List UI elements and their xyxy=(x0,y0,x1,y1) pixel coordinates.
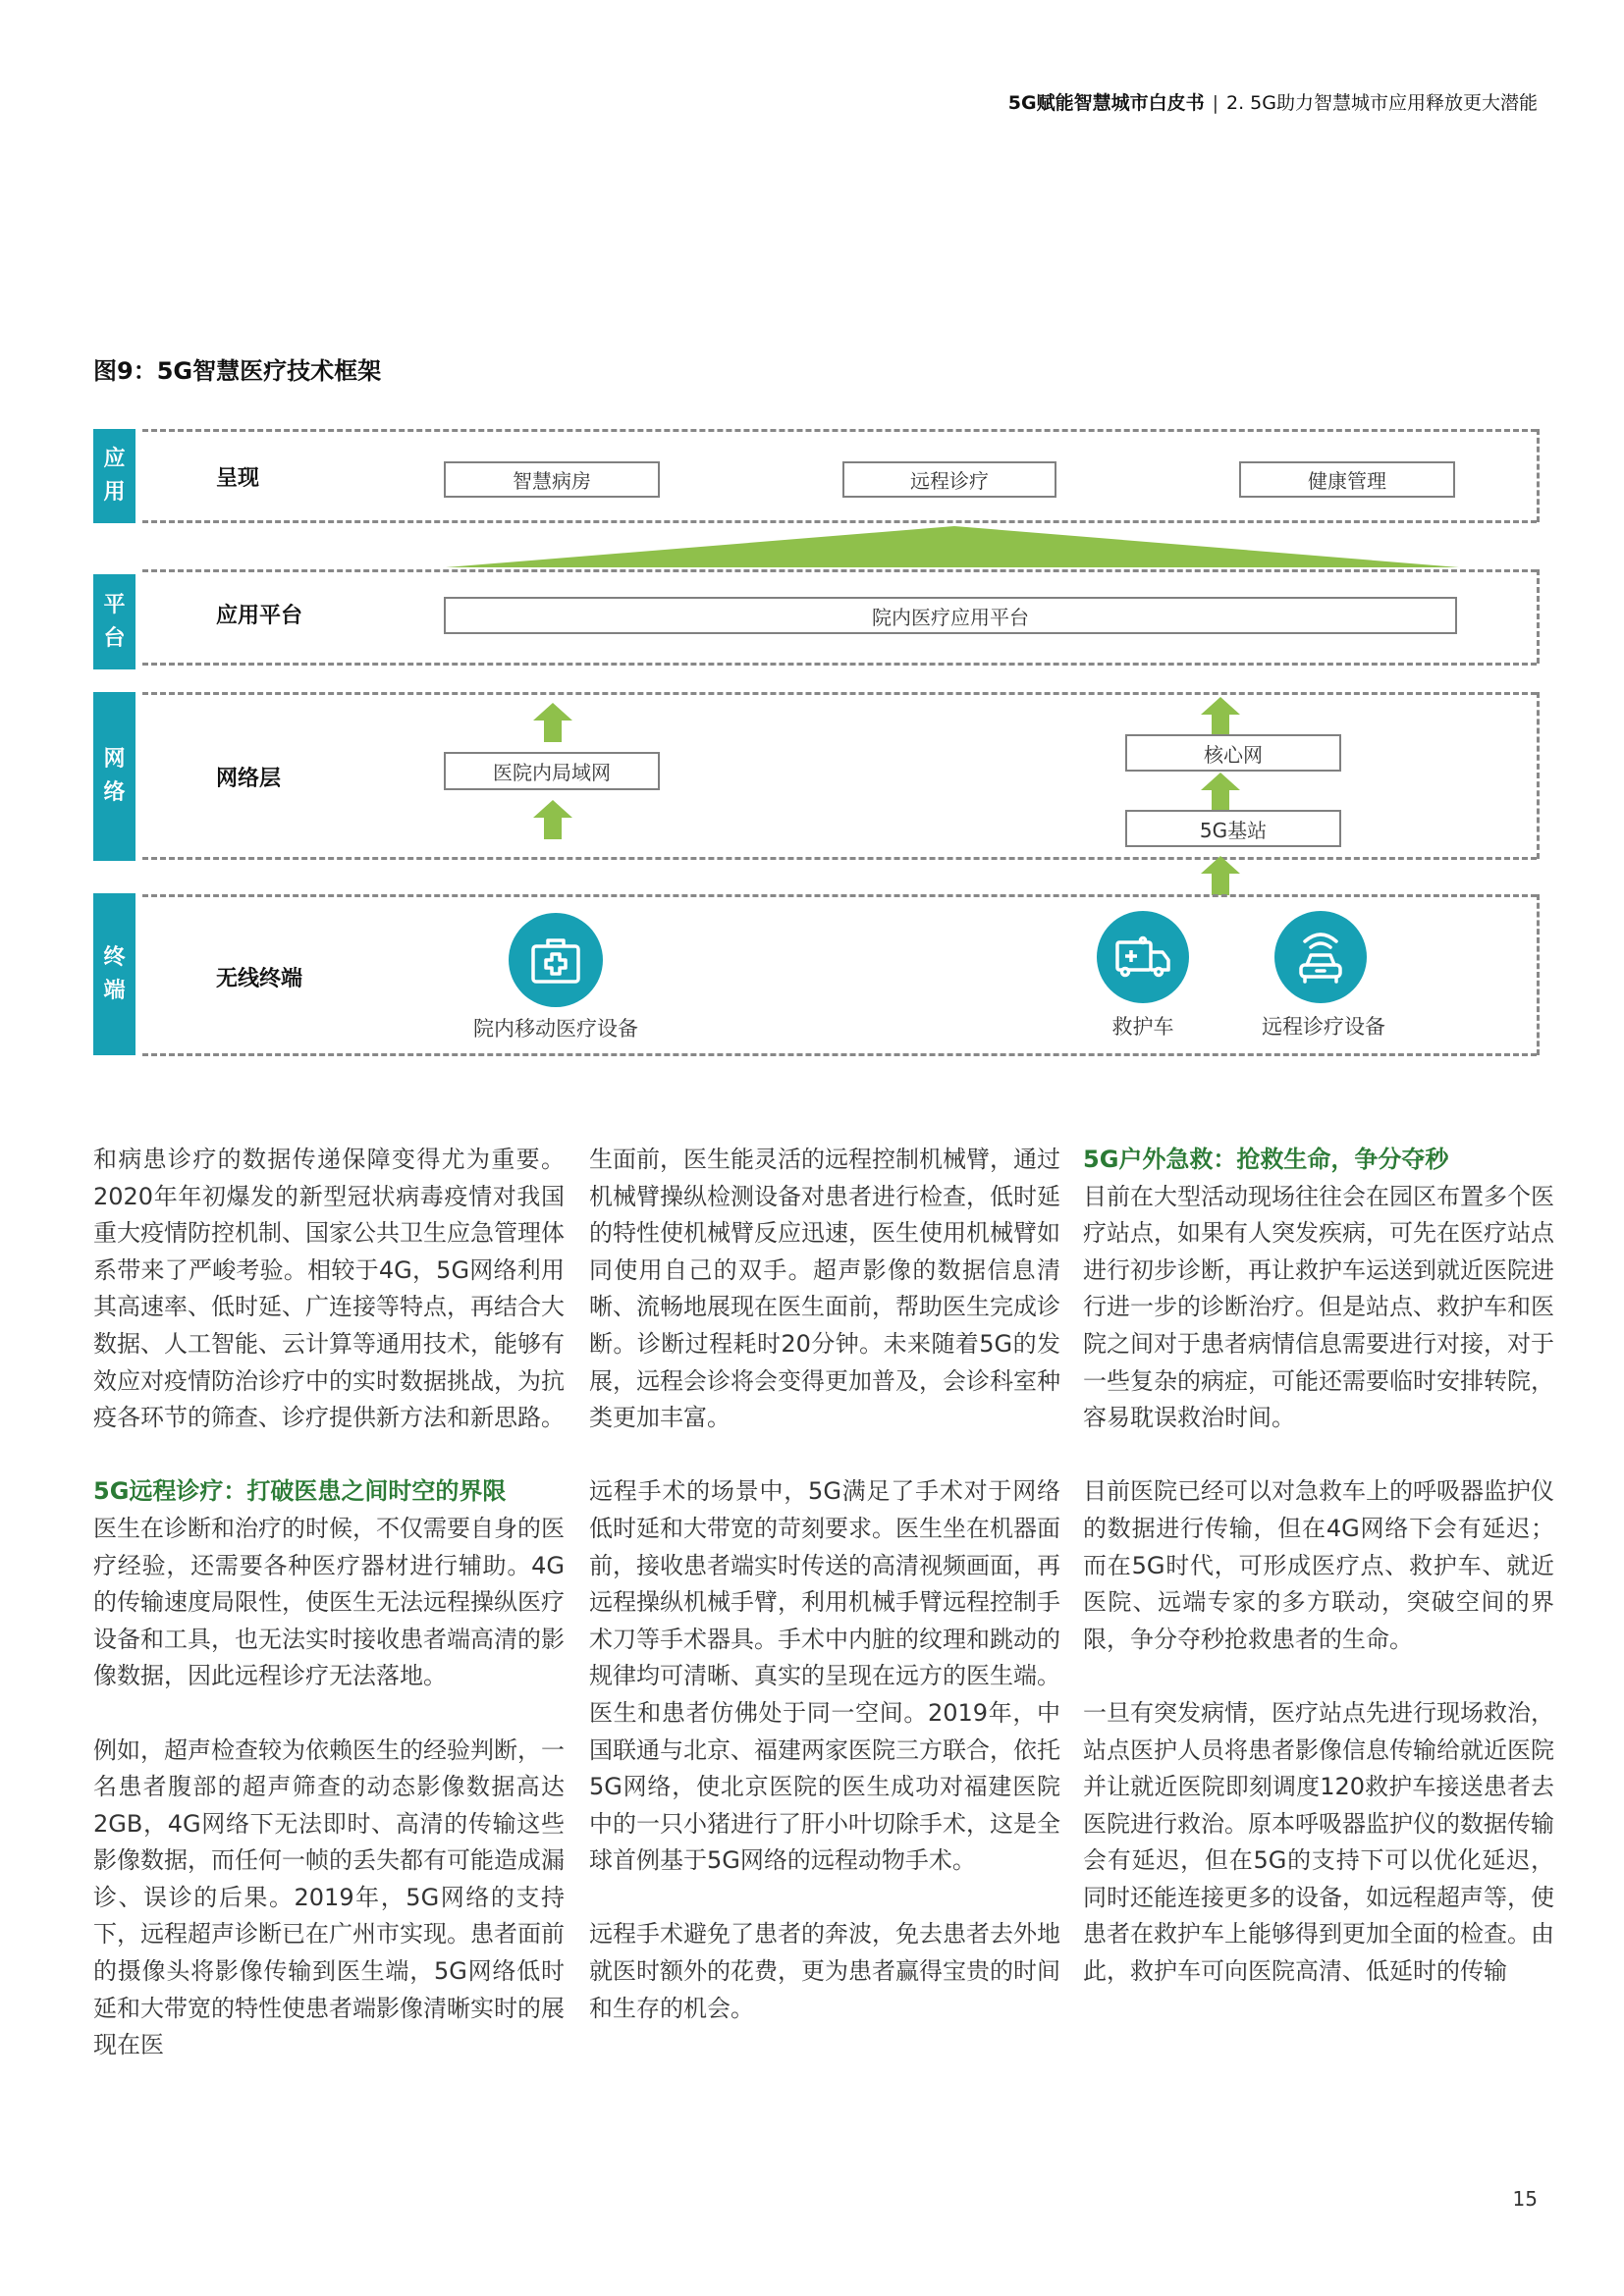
figure-title: 图9：5G智慧医疗技术框架 xyxy=(93,357,382,385)
network-box-5g-base-station: 5G基站 xyxy=(1125,810,1341,847)
layer-tab-network xyxy=(93,692,135,861)
paragraph: 远程手术避免了患者的奔波，免去患者去外地就医时额外的花费，更为患者赢得宝贵的时间和生存的机会。 xyxy=(589,1920,1060,2022)
dashed-border-bottom xyxy=(142,1053,1537,1056)
text-column-2 xyxy=(589,1142,1060,2064)
layer-tab-platform xyxy=(93,574,135,669)
ambulance-icon xyxy=(1097,911,1189,1003)
dashed-border-top xyxy=(142,569,1537,572)
dashed-border-top xyxy=(142,692,1537,695)
dashed-border-right xyxy=(1537,692,1540,859)
up-arrow-icon xyxy=(1201,773,1240,812)
paragraph: 生面前，医生能灵活的远程控制机械臂，通过机械臂操纵检测设备对患者进行检查，低时延的特性使机械臂反应迅速，医生使用机械臂如同使用自己的双手。超声影像的数据信息清晰、流畅地展现在医生面前，帮助医生完成诊断。诊断过程耗时20分钟。未来随着5G的发展，远程会诊将会变得更加普及，会诊科室种类更加丰富。 xyxy=(589,1146,1060,1432)
paragraph: 例如，超声检查较为依赖医生的经验判断，一名患者腹部的超声筛查的动态影像数据高达2GB，4G网络下无法即时、高清的传输这些影像数据，而任何一帧的丢失都有可能造成漏诊、误诊的后果。2019年，5G网络的支持下，远程超声诊断已在广州市实现。患者面前的摄像头将影像传输到医生端，5G网络低时延和大带宽的特性使患者端影像清晰实时的展现在医 xyxy=(93,1735,565,2059)
app-box-remote-diagnosis: 远程诊疗 xyxy=(842,461,1056,498)
up-arrow-icon xyxy=(533,703,572,742)
dashed-border-bottom xyxy=(142,520,1537,523)
section-heading-outdoor-emergency: 5G户外急救：抢救生命，争分夺秒 xyxy=(1083,1146,1449,1173)
dashed-border-top xyxy=(142,429,1537,432)
header-separator: | xyxy=(1212,92,1219,114)
layer-label-presentation: 呈现 xyxy=(216,466,260,491)
layer-label-network: 网络层 xyxy=(216,767,282,791)
layer-label-wireless-terminal: 无线终端 xyxy=(216,967,303,991)
dashed-border-right xyxy=(1537,429,1540,522)
up-arrow-icon xyxy=(1201,856,1240,895)
layer-label-app-platform: 应用平台 xyxy=(216,604,303,628)
dashed-border-right xyxy=(1537,894,1540,1055)
dashed-border-bottom xyxy=(142,663,1537,666)
paragraph: 一旦有突发病情，医疗站点先进行现场救治，站点医护人员将患者影像信息传输给就近医院并让就近医院即刻调度120救护车接送患者去医院进行救治。原本呼吸器监护仪的数据传输会有延迟，但在5G的支持下可以优化延迟，同时还能连接更多的设备，如远程超声等，使患者在救护车上能够得到更加全面的检查。由此，救护车可向医院高清、低延时的传输 xyxy=(1083,1698,1554,1986)
paragraph: 目前在大型活动现场往往会在园区布置多个医疗站点，如果有人突发疾病，可先在医疗站点进行初步诊断，再让救护车运送到就近医院进行进一步的诊断治疗。但是站点、救护车和医院之间对于患者病情信息需要进行对接，对于一些复杂的病症，可能还需要临时安排转院，容易耽误救治时间。 xyxy=(1083,1182,1554,1432)
network-box-core-network: 核心网 xyxy=(1125,734,1341,772)
layer-tab-application xyxy=(93,429,135,523)
tab-char: 端 xyxy=(103,978,126,1003)
tab-char: 台 xyxy=(103,625,126,651)
platform-support-triangle xyxy=(442,524,1463,569)
section-heading-remote-diagnosis: 5G远程诊疗：打破医患之间时空的界限 xyxy=(93,1477,507,1506)
page-number: 15 xyxy=(1512,2187,1538,2211)
up-arrow-icon xyxy=(1201,697,1240,736)
tab-char: 络 xyxy=(103,780,126,805)
tab-char: 平 xyxy=(103,592,126,617)
tab-char: 用 xyxy=(103,480,126,505)
paragraph: 目前医院已经可以对急救车上的呼吸器监护仪的数据进行传输，但在4G网络下会有延迟；而在5G时代，可形成医疗点、救护车、就近医院、远端专家的多方联动，突破空间的界限，争分夺秒抢救患者的生命。 xyxy=(1083,1477,1554,1653)
network-box-hospital-lan: 医院内局域网 xyxy=(444,752,660,790)
document-title: 5G赋能智慧城市白皮书 xyxy=(1007,92,1205,114)
device-label: 救护车 xyxy=(1111,1015,1174,1039)
platform-box-hospital-app-platform: 院内医疗应用平台 xyxy=(444,597,1457,634)
text-column-1 xyxy=(93,1142,565,2101)
medical-framework-diagram xyxy=(0,0,1624,1080)
dashed-border-bottom xyxy=(142,857,1537,860)
paragraph: 远程手术的场景中，5G满足了手术对于网络低时延和大带宽的苛刻要求。医生坐在机器面前，接收患者端实时传送的高清视频画面，再远程操纵机械手臂，利用机械手臂远程控制手术刀等手术器具。手术中内脏的纹理和跳动的规律均可清晰、真实的呈现在远方的医生端。医生和患者仿佛处于同一空间。2019年，中国联通与北京、福建两家医院三方联合，依托5G网络，使北京医院的医生成功对福建医院中的一只小猪进行了肝小叶切除手术，这是全球首例基于5G网络的远程动物手术。 xyxy=(589,1477,1060,1875)
section-title: 2. 5G助力智慧城市应用释放更大潜能 xyxy=(1226,92,1538,114)
app-box-smart-ward: 智慧病房 xyxy=(444,461,660,498)
tab-char: 网 xyxy=(103,747,126,772)
device-label: 院内移动医疗设备 xyxy=(473,1017,638,1041)
tab-char: 应 xyxy=(103,447,126,471)
device-label: 远程诊疗设备 xyxy=(1262,1015,1385,1039)
paragraph: 医生在诊断和治疗的时候，不仅需要自身的医疗经验，还需要各种医疗器材进行辅助。4G的传输速度局限性，使医生无法远程操纵医疗设备和工具，也无法实时接收患者端高清的影像数据，因此远程诊疗无法落地。 xyxy=(93,1514,565,1690)
dashed-border-right xyxy=(1537,569,1540,664)
medical-kit-icon xyxy=(509,913,603,1007)
tab-char: 终 xyxy=(103,944,126,970)
text-column-3 xyxy=(1083,1142,1554,2027)
app-box-health-management: 健康管理 xyxy=(1239,461,1455,498)
connected-car-icon xyxy=(1274,911,1367,1003)
dashed-border-top xyxy=(142,894,1537,897)
paragraph: 和病患诊疗的数据传递保障变得尤为重要。2020年年初爆发的新型冠状病毒疫情对我国重大疫情防控机制、国家公共卫生应急管理体系带来了严峻考验。相较于4G，5G网络利用其高速率、低时延、广连接等特点，再结合大数据、人工智能、云计算等通用技术，能够有效应对疫情防治诊疗中的实时数据挑战，为抗疫各环节的筛查、诊疗提供新方法和新思路。 xyxy=(93,1146,565,1432)
layer-tab-terminal xyxy=(93,893,135,1055)
up-arrow-icon xyxy=(533,800,572,839)
